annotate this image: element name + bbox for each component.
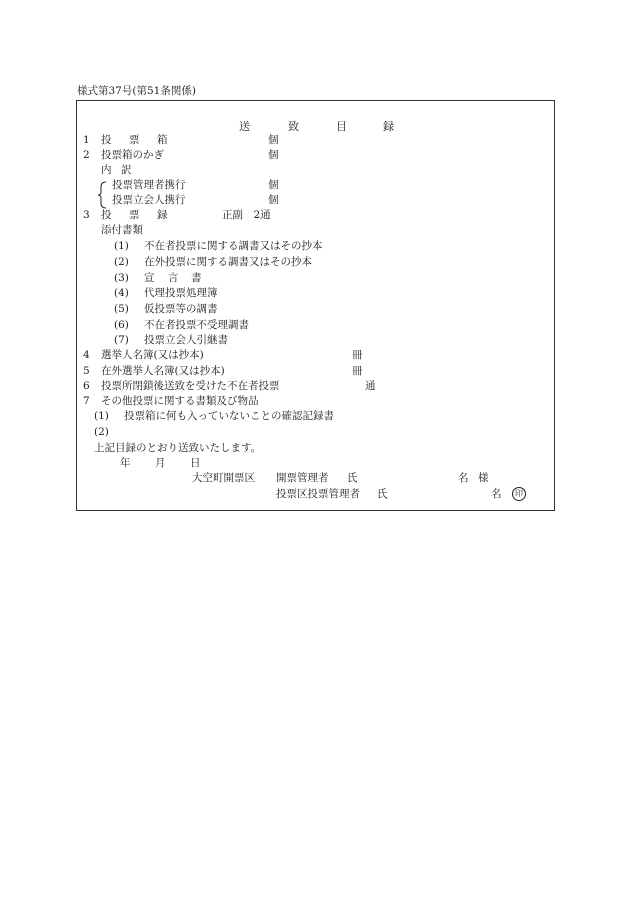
item-label-char: 投 [101, 134, 112, 146]
surname-label: 氏 [347, 472, 358, 484]
item-number: 6 [83, 380, 90, 392]
date-day: 日 [190, 457, 201, 469]
sub-item-unit: 個 [268, 179, 279, 191]
item-number: 1 [83, 134, 90, 146]
item-unit: 冊 [352, 365, 363, 377]
surname-label: 氏 [377, 488, 388, 500]
closing-text: 上記目録のとおり送致いたします。 [94, 442, 262, 454]
doc-label: 不在者投票不受理調書 [144, 319, 249, 331]
given-name-label: 名 [458, 472, 469, 484]
doc-label: 投票立会人引継書 [144, 334, 228, 346]
attached-docs-label: 添付書類 [101, 224, 143, 236]
item-label-char: 票 [129, 134, 140, 146]
sub-item-label: 投票立会人携行 [112, 194, 186, 206]
item-number: 7 [83, 395, 90, 407]
doc-number: (7) [114, 334, 129, 346]
date-month: 月 [155, 457, 166, 469]
date-year: 年 [120, 457, 131, 469]
doc-number: (4) [114, 287, 129, 299]
item-unit: 通 [365, 380, 376, 392]
role-voting-manager: 投票区投票管理者 [276, 488, 360, 500]
doc-label: 不在者投票に関する調書又はその抄本 [144, 240, 323, 252]
item-label: 投票所閉鎖後送致を受けた不在者投票 [101, 380, 280, 392]
item-label-char: 票 [129, 209, 140, 221]
doc-label-char: 宣 [144, 272, 155, 284]
item-unit: 正副 2通 [222, 209, 271, 221]
doc-label: 代理投票処理簿 [144, 287, 218, 299]
doc-label-char: 言 [168, 272, 179, 284]
breakdown-label-char: 内 [101, 164, 112, 176]
brace-icon [97, 181, 107, 209]
ward-name: 大空町開票区 [192, 472, 255, 484]
item-label-char: 投 [101, 209, 112, 221]
doc-label: 仮投票等の調書 [144, 303, 218, 315]
doc-label-char: 書 [191, 272, 202, 284]
sub-item-number: (1) [94, 410, 109, 422]
item-label: 在外選挙人名簿(又は抄本) [101, 365, 225, 377]
sub-item-label: 投票箱に何も入っていないことの確認記録書 [124, 410, 334, 422]
breakdown-label-char: 訳 [121, 164, 132, 176]
title-char: 致 [288, 120, 299, 133]
item-label: 投票箱のかぎ [101, 149, 164, 161]
item-number: 4 [83, 349, 90, 361]
item-number: 2 [83, 149, 90, 161]
honorific-label: 様 [478, 472, 489, 484]
item-label-char: 録 [157, 209, 168, 221]
item-label: その他投票に関する書類及び物品 [101, 395, 259, 407]
sub-item-label: 投票管理者携行 [112, 179, 186, 191]
doc-label: 在外投票に関する調書又はその抄本 [144, 256, 312, 268]
title-char: 録 [383, 120, 394, 133]
doc-number: (3) [114, 272, 129, 284]
item-unit: 個 [268, 134, 279, 146]
title-char: 目 [336, 120, 347, 133]
seal-icon: 印 [512, 487, 526, 501]
item-label: 選挙人名簿(又は抄本) [101, 349, 204, 361]
sub-item-unit: 個 [268, 194, 279, 206]
role-counting-manager: 開票管理者 [276, 472, 329, 484]
item-label-char: 箱 [157, 134, 168, 146]
doc-number: (2) [114, 256, 129, 268]
item-number: 3 [83, 209, 90, 221]
item-unit: 冊 [352, 349, 363, 361]
doc-number: (6) [114, 319, 129, 331]
doc-number: (1) [114, 240, 129, 252]
item-number: 5 [83, 365, 90, 377]
form-heading: 様式第37号(第51条関係) [77, 85, 196, 97]
item-unit: 個 [268, 149, 279, 161]
given-name-label: 名 [491, 488, 502, 500]
sub-item-number: (2) [94, 426, 109, 438]
title-char: 送 [239, 120, 250, 133]
doc-number: (5) [114, 303, 129, 315]
